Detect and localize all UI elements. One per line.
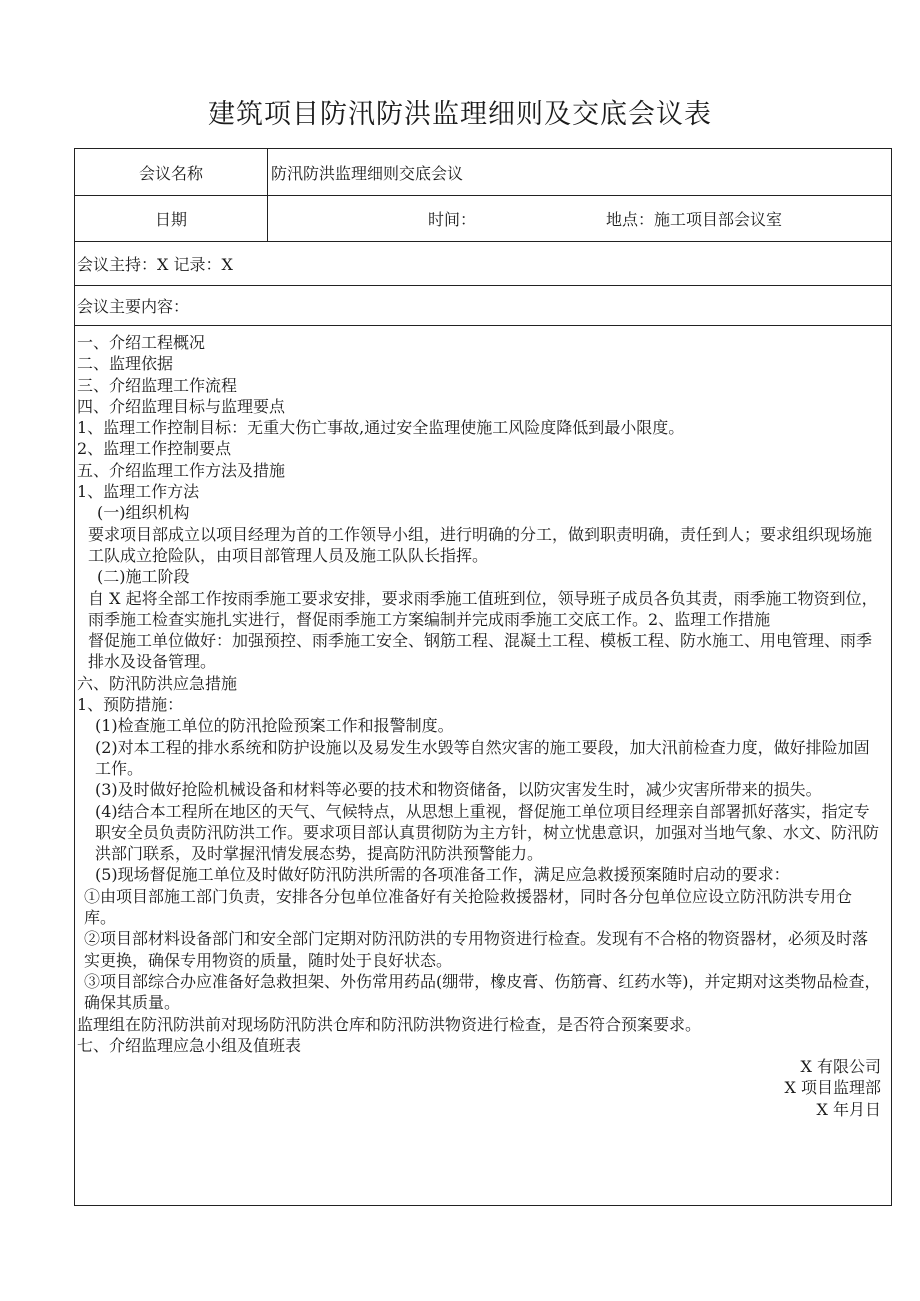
date-row <box>75 196 891 242</box>
content-line: 三、介绍监理工作流程 <box>77 375 238 395</box>
content-line: 2、监理工作控制要点 <box>77 439 232 459</box>
content-line: 监理组在防汛防洪前对现场防汛防洪仓库和防汛防洪物资进行检查，是否符合预案要求。 <box>77 1014 702 1034</box>
content-line: 1、监理工作方法 <box>77 482 200 502</box>
content-line: (5)现场督促施工单位及时做好防汛防洪所需的各项准备工作，满足应急救援预案随时启动的要求： <box>95 865 790 885</box>
content-line: 自 X 起将全部工作按雨季施工要求安排，要求雨季施工值班到位，领导班子成员各负其责，雨季施工物资到位，雨季施工检查实施扎实进行，督促雨季施工方案编制并完成雨季施工交底工作。2、监理工作措施 <box>88 588 878 629</box>
content-line: 四、介绍监理目标与监理要点 <box>77 396 286 416</box>
content-line: (二)施工阶段 <box>97 567 190 587</box>
content-line: 一、介绍工程概况 <box>77 333 206 352</box>
place-text: 地点：施工项目部会议室 <box>606 210 783 229</box>
content-label: 会议主要内容： <box>77 297 190 316</box>
content-label-row <box>75 286 891 326</box>
meeting-form <box>74 148 892 1206</box>
content-line: 二、监理依据 <box>77 354 174 374</box>
date-label: 日期 <box>75 196 268 241</box>
content-line: 五、介绍监理工作方法及措施 <box>77 460 286 480</box>
meeting-content <box>77 332 883 1120</box>
content-line: (4)结合本工程所在地区的天气、气候特点，从思想上重视，督促施工单位项目经理亲自部署抓好落实，指定专职安全员负责防汛防洪工作。要求项目部认真贯彻防为主方针，树立忧患意识，加强对当地气象、水文、防汛防洪部门联系，及时掌握汛情发展态势，提高防汛防洪预警能力。 <box>95 801 880 864</box>
page-title: 建筑项目防汛防洪监理细则及交底会议表 <box>208 99 712 130</box>
meeting-name-value: 防汛防洪监理细则交底会议 <box>271 163 464 183</box>
signature-department: X 项目监理部 <box>784 1078 881 1098</box>
content-line: 督促施工单位做好：加强预控、雨季施工安全、钢筋工程、混凝土工程、模板工程、防水施工、用电管理、雨季排水及设备管理。 <box>88 631 873 672</box>
meeting-name-label: 会议名称 <box>75 149 268 195</box>
host-recorder: 会议主持：X 记录：X <box>77 255 233 274</box>
content-line: 要求项目部成立以项目经理为首的工作领导小组，进行明确的分工，做到职责明确，责任到人；要求组织现场施工队成立抢险队，由项目部管理人员及施工队队长指挥。 <box>88 524 873 565</box>
content-line: ③项目部综合办应准备好急救担架、外伤常用药品(绷带，橡皮膏、伤筋膏、红药水等)，并定期对这类物品检查，确保其质量。 <box>84 971 881 1013</box>
content-line: (一)组织机构 <box>97 503 190 523</box>
content-line: (1)检查施工单位的防汛抢险预案工作和报警制度。 <box>95 716 454 736</box>
content-line: 六、防汛防洪应急措施 <box>77 673 238 693</box>
content-line: ①由项目部施工部门负责，安排各分包单位准备好有关抢险救援器材，同时各分包单位应设立防汛防洪专用仓库。 <box>84 886 853 928</box>
content-line: 1、监理工作控制目标：无重大伤亡事故,通过安全监理使施工风险度降低到最小限度。 <box>77 418 685 438</box>
content-line: ②项目部材料设备部门和安全部门定期对防汛防洪的专用物资进行检查。发现有不合格的物资器材，必须及时落实更换，确保专用物资的质量，随时处于良好状态。 <box>84 929 869 970</box>
content-line: (3)及时做好抢险机械设备和材料等必要的技术和物资储备，以防灾害发生时，减少灾害所带来的损失。 <box>95 780 822 800</box>
host-row <box>75 242 891 286</box>
signature-company: X 有限公司 <box>800 1057 881 1077</box>
signature-date: X 年月日 <box>816 1099 881 1119</box>
time-label: 时间： <box>428 210 477 229</box>
content-line: (2)对本工程的排水系统和防护设施以及易发生水毁等自然灾害的施工要段，加大汛前检查力度，做好排险加固工作。 <box>95 737 870 778</box>
meeting-name-row <box>75 149 891 196</box>
content-line: 七、介绍监理应急小组及值班表 <box>77 1035 302 1055</box>
content-line: 1、预防措施： <box>77 695 184 715</box>
